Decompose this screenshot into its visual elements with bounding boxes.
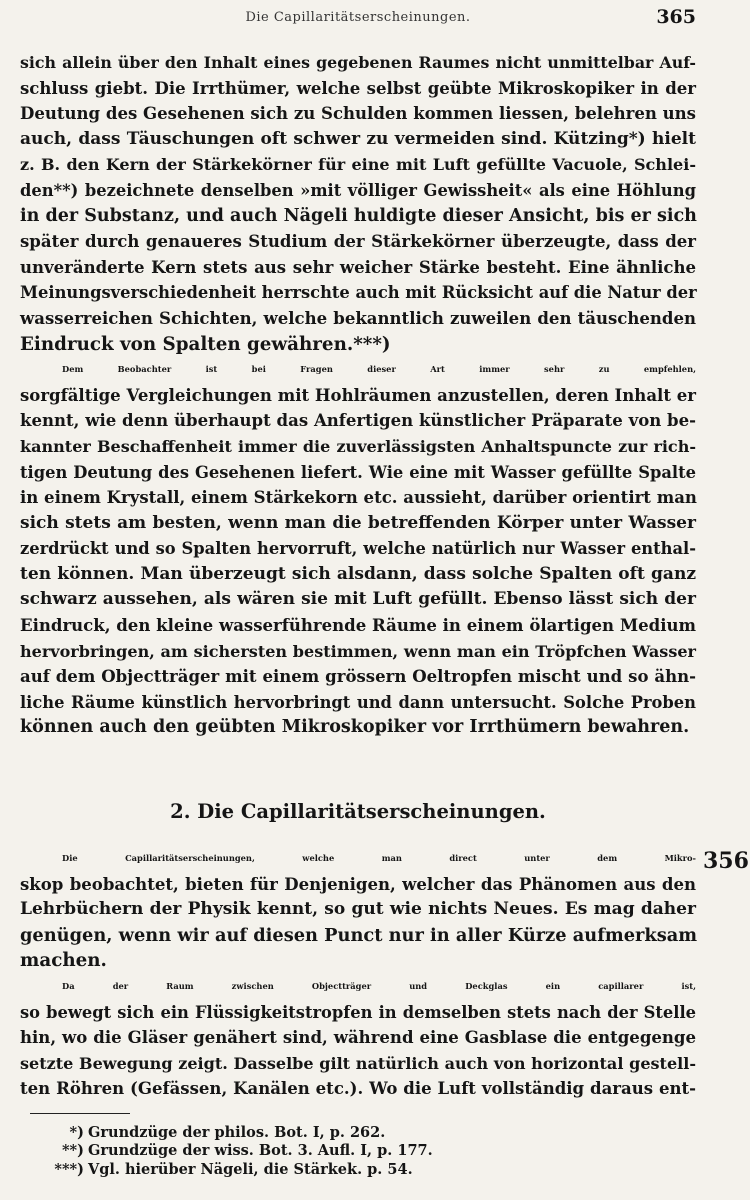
running-title: Die Capillaritätserscheinungen. xyxy=(245,10,471,25)
footnote-text: Grundzüge der philos. Bot. I, p. 262. xyxy=(88,1124,386,1141)
text-line: schluss giebt. Die Irrthümer, welche selbst geübte Mikroskopiker in der xyxy=(20,77,696,98)
text-line: skop beobachtet, bieten für Denjenigen, welcher das Phänomen aus den xyxy=(20,873,696,894)
footnote xyxy=(48,1142,688,1160)
text-line: in der Substanz, und auch Nägeli huldigte dieser Ansicht, bis er sich xyxy=(20,205,697,226)
footnote-divider xyxy=(30,1113,130,1114)
body-text xyxy=(20,50,696,741)
section-heading: 2. Die Capillaritätserscheinungen. xyxy=(170,800,546,823)
text-line: machen. xyxy=(20,950,107,972)
footnote-mark: **) xyxy=(61,1142,84,1160)
text-line: ten Röhren (Gefässen, Kanälen etc.). Wo die Luft vollständig daraus ent- xyxy=(20,1078,696,1099)
text-line: auf dem Objectträger mit einem grössern Oeltropfen mischt und so ähn- xyxy=(20,666,696,687)
text-line: Deutung des Gesehenen sich zu Schulden kommen liessen, belehren uns xyxy=(20,103,696,124)
text-line: kennt, wie denn überhaupt das Anfertigen künstlicher Präparate von be- xyxy=(20,410,696,431)
section-text xyxy=(20,846,696,1102)
footnote xyxy=(48,1161,688,1179)
footnote xyxy=(48,1124,688,1142)
text-line: wasserreichen Schichten, welche bekanntlich zuweilen den täuschenden xyxy=(20,307,696,328)
text-line: Dem Beobachter ist bei Fragen dieser Art immer sehr zu empfehlen, xyxy=(62,364,696,375)
text-line: genügen, wenn wir auf diesen Punct nur in aller Kürze aufmerksam xyxy=(20,924,698,946)
margin-page-number: 356 xyxy=(703,848,749,874)
text-line: unveränderte Kern stets aus sehr weicher Stärke besteht. Eine ähnliche xyxy=(20,256,696,277)
text-line: Meinungsverschiedenheit herrschte auch mit Rücksicht auf die Natur der xyxy=(20,283,697,303)
text-line: so bewegt sich ein Flüssigkeitstropfen in demselben stets nach der Stelle xyxy=(20,1002,696,1022)
footnote-text: Grundzüge der wiss. Bot. 3. Aufl. I, p. 177. xyxy=(88,1142,433,1160)
footnotes xyxy=(48,1124,688,1179)
page-number: 365 xyxy=(656,6,696,28)
text-line: auch, dass Täuschungen oft schwer zu vermeiden sind. Kützing*) hielt xyxy=(20,128,696,149)
text-line: in einem Krystall, einem Stärkekorn etc. aussieht, darüber orientirt man xyxy=(20,487,697,508)
text-line: z. B. den Kern der Stärkekörner für eine mit Luft gefüllte Vacuole, Schlei- xyxy=(20,155,696,175)
text-line: Die Capillaritätserscheinungen, welche man direct unter dem Mikro- xyxy=(62,853,696,863)
text-line: Lehrbüchern der Physik kennt, so gut wie nichts Neues. Es mag daher xyxy=(20,899,696,920)
page-header xyxy=(20,6,696,36)
text-line: liche Räume künstlich hervorbringt und dann untersucht. Solche Proben xyxy=(20,692,696,712)
text-line: können auch den geübten Mikroskopiker vor Irrthümern bewahren. xyxy=(20,717,690,738)
text-line: schwarz aussehen, als wären sie mit Luft gefüllt. Ebenso lässt sich der xyxy=(20,589,696,610)
text-line: Eindruck, den kleine wasserführende Räume in einem ölartigen Medium xyxy=(20,615,696,636)
text-line: kannter Beschaffenheit immer die zuverlässigsten Anhaltspuncte zur rich- xyxy=(20,436,696,456)
footnote-mark: *) xyxy=(69,1124,84,1141)
text-line: zerdrückt und so Spalten hervorruft, welche natürlich nur Wasser enthal- xyxy=(20,539,696,559)
text-line: hin, wo die Gläser genähert sind, während eine Gasblase die entgegenge xyxy=(20,1027,696,1048)
footnote-text: Vgl. hierüber Nägeli, die Stärkek. p. 54. xyxy=(88,1160,413,1178)
text-line: tigen Deutung des Gesehenen liefert. Wie eine mit Wasser gefüllte Spalte xyxy=(20,462,696,482)
text-line: sorgfältige Vergleichungen mit Hohlräumen anzustellen, deren Inhalt er xyxy=(20,384,696,405)
footnote-mark: ***) xyxy=(54,1160,84,1178)
text-line: hervorbringen, am sichersten bestimmen, wenn man ein Tröpfchen Wasser xyxy=(20,641,696,661)
text-line: sich allein über den Inhalt eines gegebenen Raumes nicht unmittelbar Auf- xyxy=(20,53,696,72)
text-line: sich stets am besten, wenn man die betreffenden Körper unter Wasser xyxy=(20,512,696,533)
text-line: Da der Raum zwischen Objectträger und Deckglas ein capillarer ist, xyxy=(62,980,696,991)
text-line: ten können. Man überzeugt sich alsdann, dass solche Spalten oft ganz xyxy=(20,563,696,584)
text-line: setzte Bewegung zeigt. Dasselbe gilt natürlich auch von horizontal gestell- xyxy=(20,1053,696,1073)
text-line: Eindruck von Spalten gewähren.***) xyxy=(20,333,391,355)
text-line: den**) bezeichnete denselben »mit völliger Gewissheit« als eine Höhlung xyxy=(20,180,696,200)
text-line: später durch genaueres Studium der Stärkekörner überzeugte, dass der xyxy=(20,231,696,252)
